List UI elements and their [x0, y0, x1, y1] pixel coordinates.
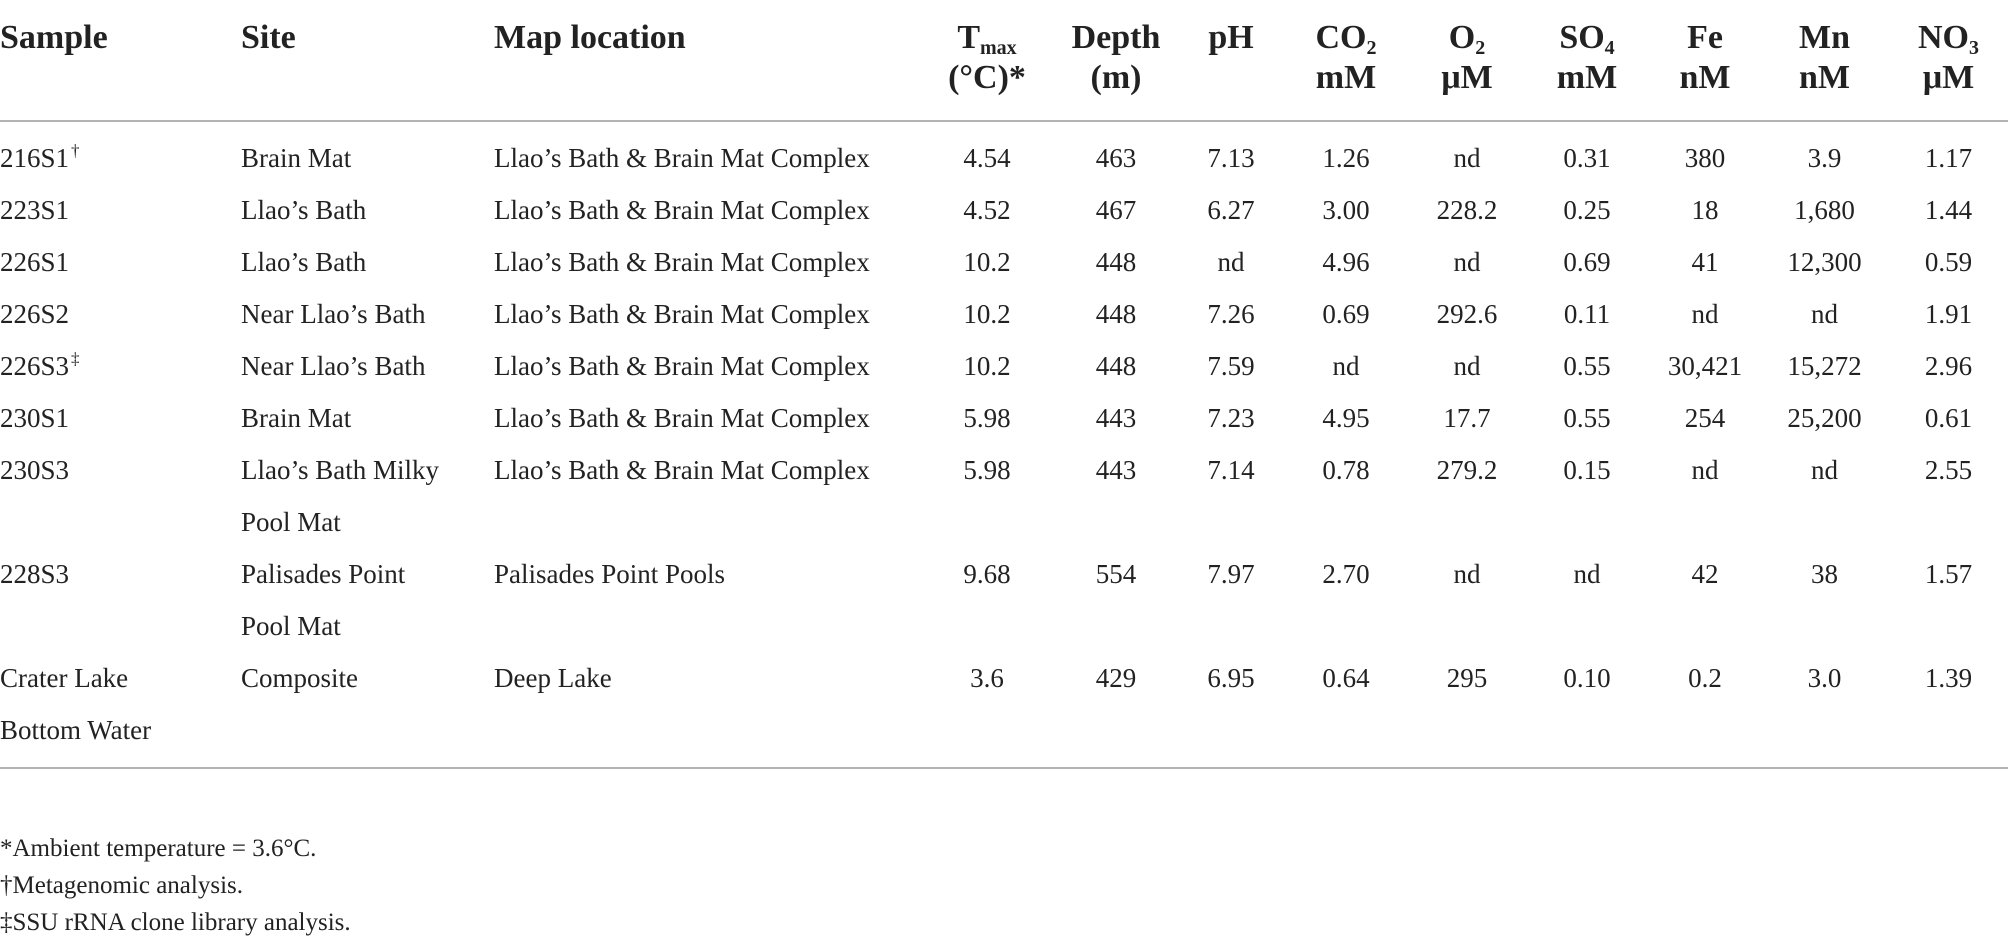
footnote-marker: ‡ — [71, 349, 80, 368]
cell-mn: 38 — [1811, 559, 1838, 589]
cell-location: Palisades Point Pools — [494, 559, 726, 589]
cell-depth: 463 — [1095, 143, 1137, 173]
header-mn: Mn nM — [1799, 19, 1850, 96]
cell-depth: 467 — [1095, 195, 1137, 225]
table-row — [0, 184, 2008, 236]
cell-location: Llao’s Bath & Brain Mat Complex — [494, 143, 870, 173]
cell-o2: 292.6 — [1436, 299, 1498, 329]
cell-no3: 0.59 — [1924, 247, 1973, 277]
cell-ph: 7.14 — [1207, 455, 1255, 485]
cell-no3: 1.39 — [1924, 663, 1973, 693]
cell-depth: 448 — [1095, 247, 1137, 277]
cell-location: Llao’s Bath & Brain Mat Complex — [494, 247, 870, 277]
header-so4: $SO_4$ mM — [1556, 19, 1618, 96]
cell-mn: 3.0 — [1807, 663, 1842, 693]
cell-mn: 1,680 — [1794, 195, 1855, 225]
cell-co2: 4.95 — [1322, 403, 1370, 433]
header-fe: Fe nM — [1679, 19, 1731, 96]
cell-so4: 0.69 — [1563, 247, 1611, 277]
header-co2: $CO_2$ mM — [1315, 19, 1377, 96]
cell-location: Llao’s Bath & Brain Mat Complex — [494, 195, 870, 225]
cell-fe: nd — [1691, 455, 1719, 485]
cell-sample: 216S1 † — [0, 141, 80, 173]
cell-co2: 0.78 — [1322, 455, 1370, 485]
cell-o2: nd — [1453, 351, 1481, 381]
cell-ph: 7.26 — [1207, 299, 1255, 329]
cell-site: Llao’s Bath — [241, 247, 367, 277]
cell-site: Near Llao’s Bath — [241, 299, 426, 329]
cell-fe: 380 — [1684, 143, 1726, 173]
cell-tmax: 3.6 — [970, 663, 1004, 693]
cell-depth: 443 — [1095, 455, 1137, 485]
cell-sample: 230S3 — [0, 455, 70, 485]
cell-site: Near Llao’s Bath — [241, 351, 426, 381]
cell-depth: 448 — [1095, 351, 1137, 381]
cell-so4: 0.31 — [1563, 143, 1611, 173]
header-map-location: Map location — [494, 19, 686, 56]
cell-so4: 0.25 — [1563, 195, 1611, 225]
cell-co2: 3.00 — [1322, 195, 1370, 225]
cell-fe: 254 — [1684, 403, 1726, 433]
cell-site: Brain Mat — [241, 403, 352, 433]
cell-o2: 228.2 — [1436, 195, 1498, 225]
cell-no3: 2.55 — [1924, 455, 1973, 485]
cell-co2: 2.70 — [1322, 559, 1370, 589]
cell-no3: 1.17 — [1924, 143, 1973, 173]
cell-so4: 0.55 — [1563, 351, 1611, 381]
footnote-ssu-rrna: ‡SSU rRNA clone library analysis. — [0, 909, 351, 936]
cell-mn: 12,300 — [1787, 247, 1862, 277]
cell-sample: 226S3 ‡ — [0, 349, 80, 381]
footnote-ambient-temperature: *Ambient temperature = 3.6°C. — [0, 835, 317, 862]
cell-mn: 3.9 — [1807, 143, 1842, 173]
cell-location: Llao’s Bath & Brain Mat Complex — [494, 299, 870, 329]
cell-o2: 279.2 — [1436, 455, 1498, 485]
cell-no3: 1.57 — [1924, 559, 1973, 589]
cell-depth: 448 — [1095, 299, 1137, 329]
cell-ph: nd — [1217, 247, 1245, 277]
header-row — [0, 0, 2008, 121]
header-ph: pH — [1208, 19, 1254, 56]
header-site: Site — [241, 19, 296, 56]
cell-fe: 18 — [1691, 195, 1719, 225]
cell-ph: 7.59 — [1207, 351, 1255, 381]
table-row — [0, 236, 2008, 288]
cell-o2: 17.7 — [1443, 403, 1491, 433]
cell-co2: 0.69 — [1322, 299, 1370, 329]
table-row — [0, 340, 2008, 392]
cell-no3: 1.44 — [1924, 195, 1973, 225]
cell-site: Palisades Point Pool Mat — [241, 559, 406, 641]
cell-tmax: 9.68 — [963, 559, 1011, 589]
cell-o2: nd — [1453, 559, 1481, 589]
cell-mn: 25,200 — [1787, 403, 1862, 433]
cell-sample: 230S1 — [0, 403, 70, 433]
cell-so4: 0.11 — [1563, 299, 1611, 329]
footnote-marker: † — [71, 141, 80, 160]
cell-location: Llao’s Bath & Brain Mat Complex — [494, 351, 870, 381]
header-sample: Sample — [0, 19, 108, 56]
cell-ph: 7.23 — [1207, 403, 1255, 433]
table-row — [0, 121, 2008, 184]
cell-co2: nd — [1332, 351, 1360, 381]
cell-site: Llao’s Bath Milky Pool Mat — [241, 455, 439, 537]
table-row — [0, 548, 2008, 652]
cell-tmax: 10.2 — [963, 247, 1011, 277]
cell-fe: 42 — [1691, 559, 1719, 589]
cell-o2: nd — [1453, 247, 1481, 277]
cell-no3: 0.61 — [1924, 403, 1973, 433]
cell-so4: 0.10 — [1563, 663, 1611, 693]
cell-sample: 228S3 — [0, 559, 70, 589]
cell-tmax: 4.54 — [963, 143, 1011, 173]
cell-ph: 7.13 — [1207, 143, 1255, 173]
table-bottom-rule — [0, 767, 2008, 769]
cell-tmax: 4.52 — [963, 195, 1011, 225]
cell-fe: 30,421 — [1667, 351, 1743, 381]
cell-mn: nd — [1811, 299, 1838, 329]
cell-sample: 226S1 — [0, 247, 70, 277]
cell-mn: 15,272 — [1787, 351, 1862, 381]
footnote-metagenomic: †Metagenomic analysis. — [0, 872, 243, 899]
cell-so4: nd — [1573, 559, 1601, 589]
header-depth: Depth (m) — [1071, 19, 1161, 96]
cell-so4: 0.55 — [1563, 403, 1611, 433]
table-row — [0, 288, 2008, 340]
cell-tmax: 5.98 — [963, 455, 1011, 485]
cell-sample: 226S2 — [0, 299, 70, 329]
cell-site: Brain Mat — [241, 143, 352, 173]
cell-tmax: 10.2 — [963, 299, 1011, 329]
cell-site: Llao’s Bath — [241, 195, 367, 225]
cell-depth: 554 — [1095, 559, 1137, 589]
cell-ph: 7.97 — [1207, 559, 1255, 589]
header-o2: $O_2$ μM — [1441, 19, 1493, 96]
cell-o2: 295 — [1446, 663, 1488, 693]
cell-location: Llao’s Bath & Brain Mat Complex — [494, 455, 870, 485]
cell-no3: 2.96 — [1924, 351, 1973, 381]
cell-tmax: 5.98 — [963, 403, 1011, 433]
table-row — [0, 392, 2008, 444]
cell-ph: 6.95 — [1207, 663, 1255, 693]
cell-site: Composite — [241, 663, 359, 693]
cell-o2: nd — [1453, 143, 1481, 173]
cell-depth: 429 — [1095, 663, 1137, 693]
cell-tmax: 10.2 — [963, 351, 1011, 381]
cell-ph: 6.27 — [1207, 195, 1255, 225]
table-row — [0, 652, 2008, 766]
cell-co2: 0.64 — [1322, 663, 1370, 693]
cell-no3: 1.91 — [1924, 299, 1973, 329]
cell-mn: nd — [1811, 455, 1838, 485]
cell-location: Llao’s Bath & Brain Mat Complex — [494, 403, 870, 433]
table-row — [0, 444, 2008, 548]
cell-depth: 443 — [1095, 403, 1137, 433]
cell-co2: 4.96 — [1322, 247, 1370, 277]
cell-fe: nd — [1691, 299, 1719, 329]
header-no3: $NO_3$ μM — [1918, 19, 1979, 96]
cell-sample: 223S1 — [0, 195, 70, 225]
header-tmax: $T_{max}$ (°C)* — [948, 19, 1026, 96]
cell-location: Deep Lake — [494, 663, 612, 693]
cell-fe: 41 — [1691, 247, 1719, 277]
cell-co2: 1.26 — [1322, 143, 1370, 173]
cell-so4: 0.15 — [1563, 455, 1611, 485]
table-footnotes — [0, 830, 351, 941]
cell-fe: 0.2 — [1688, 663, 1722, 693]
cell-sample: Crater Lake Bottom Water — [0, 663, 152, 745]
